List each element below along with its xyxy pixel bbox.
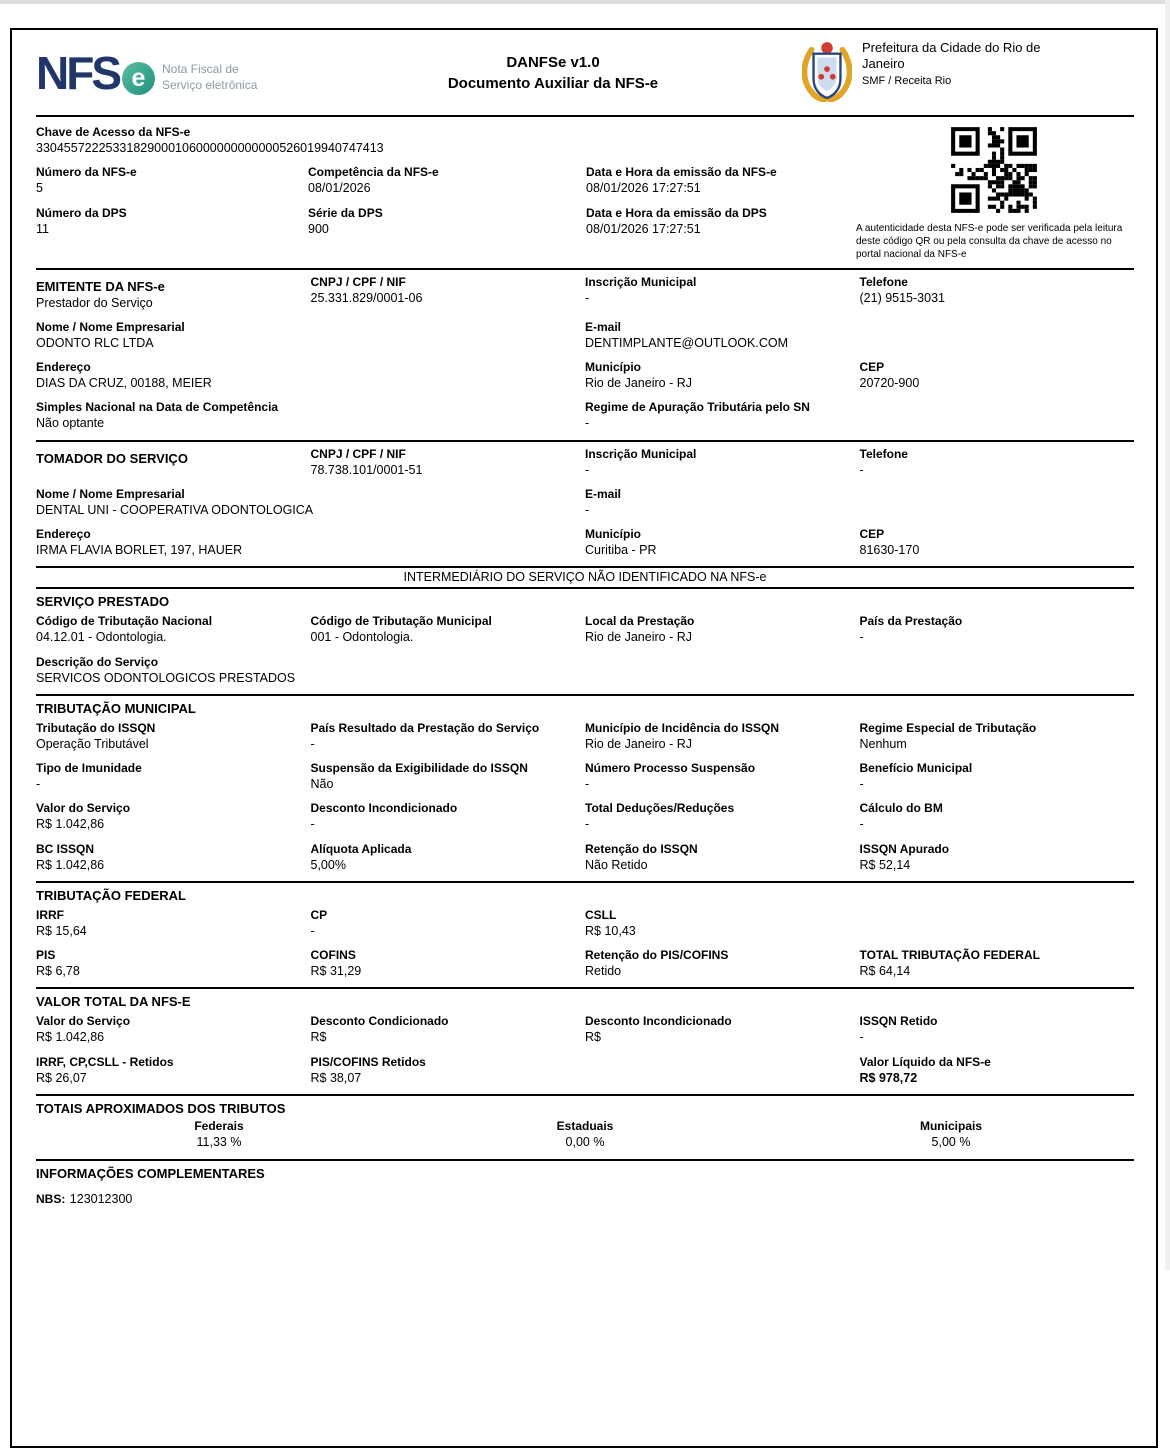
field-beneficio-municipal: [860, 757, 1135, 797]
field-label: Retenção do ISSQN: [585, 841, 698, 856]
field-value: -: [310, 736, 315, 751]
field-label: Série da DPS: [308, 205, 383, 220]
field-label: TOTAL TRIBUTAÇÃO FEDERAL: [859, 948, 1040, 963]
field-value: ODONTO RLC LTDA: [36, 335, 154, 350]
field-retencao-issqn: [585, 838, 860, 878]
field-value: 04.12.01 - Odontologia.: [36, 630, 167, 645]
qr-caption: A autenticidade desta NFS-e pode ser verificada pela leitura deste código QR ou pela consulta da chave de acesso no portal nacional da NFS-e: [856, 223, 1123, 261]
field-value: 5,00 %: [931, 1134, 971, 1149]
field-value: R$ 52,14: [859, 857, 911, 872]
field-value: Curitiba - PR: [585, 543, 657, 558]
field-label: Desconto Incondicionado: [585, 1014, 732, 1029]
field-emissao-nfse: [586, 161, 854, 201]
field-serie-dps: [308, 202, 586, 242]
field-label: Competência da NFS-e: [308, 165, 439, 180]
field-tomador-nome: [36, 483, 585, 523]
field-empty: [585, 1051, 860, 1091]
field-label: Município de Incidência do ISSQN: [585, 720, 780, 735]
field-value: 5,00%: [310, 857, 346, 872]
field-value: 33045572225331829000106000000000000526019940747413: [36, 141, 384, 155]
field-emitente-municipio: [585, 356, 860, 396]
field-issqn-apurado: [860, 838, 1135, 878]
field-label: Código de Tributação Nacional: [36, 614, 213, 629]
field-value: R$ 31,29: [310, 964, 362, 979]
field-label: Estaduais: [556, 1118, 614, 1133]
field-tributacao-issqn: [36, 717, 311, 757]
field-regime-especial: [860, 717, 1135, 757]
field-label: Município: [585, 527, 641, 542]
field-label: Valor do Serviço: [36, 1014, 131, 1029]
nfse-logo-tagline: [162, 62, 257, 93]
nfse-logo-tagline-line1: Nota Fiscal de: [162, 61, 239, 76]
field-numero-dps: [36, 202, 308, 242]
field-value: R$: [585, 1030, 601, 1045]
field-label: Valor Líquido da NFS-e: [859, 1054, 991, 1069]
field-value: -: [310, 817, 315, 832]
field-label: Número da NFS-e: [36, 165, 137, 180]
field-chave-acesso: [36, 121, 854, 161]
emitente-title-block: [36, 271, 311, 316]
field-codigo-tributacao-municipal: [311, 610, 586, 650]
field-pis-cofins-retidos: [311, 1051, 586, 1091]
prefeitura-subtitle: SMF / Receita Rio: [862, 74, 952, 87]
field-label: BC ISSQN: [36, 841, 95, 856]
field-value: 20720-900: [859, 376, 920, 391]
field-valor-servico-municipal: [36, 797, 311, 837]
field-empty: [860, 904, 1135, 944]
field-emitente-cnpj: [311, 271, 586, 316]
field-tomador-cnpj: [311, 443, 586, 483]
field-value: Não optante: [36, 416, 105, 431]
field-total-tributacao-federal: [860, 944, 1135, 984]
field-label: E-mail: [585, 486, 622, 501]
field-cofins: [311, 944, 586, 984]
field-label: Tipo de Imunidade: [36, 761, 142, 776]
field-suspensao-exigibilidade: [311, 757, 586, 797]
document-title: [304, 52, 802, 94]
field-tomador-municipio: [585, 523, 860, 563]
field-value: DENTAL UNI - COOPERATIVA ODONTOLOGICA: [36, 502, 314, 517]
field-label: PIS: [36, 948, 56, 963]
field-label: Chave de Acesso da NFS-e: [36, 125, 191, 139]
field-value: -: [585, 416, 590, 431]
field-label: E-mail: [585, 319, 622, 334]
field-value: -: [859, 817, 864, 832]
field-cp: [311, 904, 586, 944]
field-calculo-bm: [860, 797, 1135, 837]
qr-code: [947, 123, 1041, 217]
field-label: Simples Nacional na Data de Competência: [36, 400, 279, 415]
field-value: Nenhum: [859, 736, 907, 751]
field-emitente-simples: [36, 396, 585, 436]
field-pais-resultado: [311, 717, 586, 757]
field-totais-federais: [36, 1119, 402, 1150]
prefeitura-name-line1: Prefeitura da Cidade do Rio de: [862, 40, 1041, 55]
intermediario-banner: INTERMEDIÁRIO DO SERVIÇO NÃO IDENTIFICADO NA NFS-e: [36, 566, 1134, 587]
field-label: Descrição do Serviço: [36, 654, 159, 669]
field-value: R$ 1.042,86: [36, 817, 105, 832]
field-aliquota-aplicada: [311, 838, 586, 878]
emitente-section: [36, 268, 1134, 440]
field-label: Cálculo do BM: [859, 801, 943, 816]
field-value: -: [310, 923, 315, 938]
field-desconto-incondicionado-total: [585, 1010, 860, 1050]
nfse-logo-text: NFS: [36, 46, 119, 99]
field-value: 81630-170: [859, 543, 920, 558]
field-pais-prestacao: [860, 610, 1135, 650]
field-label: Endereço: [36, 527, 91, 542]
field-emitente-email: [585, 316, 1134, 356]
field-value: 08/01/2026 17:27:51: [586, 221, 701, 236]
field-value: (21) 9515-3031: [859, 290, 945, 305]
field-value: R$: [310, 1030, 327, 1045]
field-label: Município: [585, 360, 641, 375]
field-label: Desconto Condicionado: [310, 1014, 449, 1029]
field-retencao-pis-cofins: [585, 944, 860, 984]
prefeitura-text: [862, 40, 1041, 87]
field-label: CSLL: [585, 907, 617, 922]
field-value: IRMA FLAVIA BORLET, 197, HAUER: [36, 543, 243, 558]
field-label: Total Deduções/Reduções: [585, 801, 735, 816]
prefeitura-block: [802, 38, 1134, 107]
field-value: -: [859, 462, 864, 477]
field-label: Código de Tributação Municipal: [310, 614, 492, 629]
field-irrf-cp-csll-retidos: [36, 1051, 311, 1091]
field-label: Desconto Incondicionado: [310, 801, 458, 816]
field-label: Suspensão da Exigibilidade do ISSQN: [310, 761, 528, 776]
section-title: TRIBUTAÇÃO MUNICIPAL: [36, 700, 196, 716]
field-label: Telefone: [859, 446, 908, 461]
field-value: -: [36, 777, 41, 792]
section-title: VALOR TOTAL DA NFS-E: [36, 994, 191, 1010]
field-numero-processo-suspensao: [585, 757, 860, 797]
field-value: Não: [310, 777, 334, 792]
field-value: -: [859, 630, 864, 645]
field-municipio-incidencia: [585, 717, 860, 757]
field-label: Nome / Nome Empresarial: [36, 319, 185, 334]
field-pis: [36, 944, 311, 984]
field-value: R$ 10,43: [585, 923, 636, 938]
field-label: Tributação do ISSQN: [36, 720, 156, 735]
field-value: 900: [308, 221, 329, 236]
field-value: DENTIMPLANTE@OUTLOOK.COM: [585, 335, 788, 350]
field-label: CEP: [859, 360, 885, 375]
field-label: Inscrição Municipal: [585, 274, 697, 289]
field-label: Telefone: [859, 274, 908, 289]
field-label: Valor do Serviço: [36, 801, 131, 816]
field-value: Retido: [585, 964, 622, 979]
danfse-document: [10, 28, 1158, 1448]
field-label: Alíquota Aplicada: [310, 841, 412, 856]
section-subtitle: Prestador do Serviço: [36, 295, 153, 310]
field-value: 5: [36, 181, 43, 196]
field-label: Municipais: [919, 1118, 982, 1133]
field-emitente-nome: [36, 316, 585, 356]
field-label: CEP: [859, 527, 885, 542]
field-value: SERVICOS ODONTOLOGICOS PRESTADOS: [36, 670, 296, 685]
field-label: Número da DPS: [36, 205, 127, 220]
field-value: 123012300: [69, 1192, 133, 1207]
tributacao-federal-section: [36, 881, 1134, 988]
servico-prestado-section: [36, 587, 1134, 694]
tomador-section: [36, 440, 1134, 567]
field-label: País da Prestação: [859, 614, 963, 629]
qr-block: [854, 121, 1134, 262]
field-tomador-cep: [860, 523, 1135, 563]
field-label: CNPJ / CPF / NIF: [310, 274, 406, 289]
field-emitente-endereco: [36, 356, 585, 396]
field-value: R$ 64,14: [859, 964, 911, 979]
field-value: -: [585, 462, 590, 477]
field-label: CP: [310, 907, 328, 922]
field-label: Regime Especial de Tributação: [859, 720, 1037, 735]
field-value: R$ 1.042,86: [36, 857, 105, 872]
section-title: TRIBUTAÇÃO FEDERAL: [36, 887, 186, 903]
field-label: ISSQN Retido: [859, 1014, 938, 1029]
field-valor-liquido: [860, 1051, 1135, 1091]
field-value: -: [859, 1030, 864, 1045]
field-label: Local da Prestação: [585, 614, 695, 629]
field-value: 0,00 %: [565, 1134, 605, 1149]
field-label: Nome / Nome Empresarial: [36, 486, 185, 501]
field-competencia-nfse: [308, 161, 586, 201]
field-emitente-inscricao-municipal: [585, 271, 860, 316]
field-value: R$ 978,72: [859, 1070, 918, 1085]
field-label: COFINS: [310, 948, 356, 963]
field-emitente-cep: [860, 356, 1135, 396]
tomador-title-block: [36, 443, 311, 483]
tributacao-municipal-section: [36, 694, 1134, 881]
field-value: 08/01/2026: [308, 181, 371, 196]
field-emitente-telefone: [860, 271, 1135, 316]
field-totais-municipais: [768, 1119, 1134, 1150]
field-value: -: [585, 817, 590, 832]
section-title: EMITENTE DA NFS-e: [36, 278, 165, 294]
field-numero-nfse: [36, 161, 308, 201]
field-value: Não Retido: [585, 857, 648, 872]
field-label: Data e Hora da emissão da NFS-e: [586, 165, 777, 180]
nfse-logo-tagline-line2: Serviço eletrônica: [162, 77, 258, 92]
field-totais-estaduais: [402, 1119, 768, 1150]
field-value: DIAS DA CRUZ, 00188, MEIER: [36, 376, 212, 391]
field-descricao-servico: [36, 651, 1134, 691]
totais-tributos-section: [36, 1094, 1134, 1159]
field-tipo-imunidade: [36, 757, 311, 797]
field-value: Operação Tributável: [36, 736, 149, 751]
field-csll: [585, 904, 860, 944]
field-label: Regime de Apuração Tributária pelo SN: [585, 400, 810, 415]
field-tomador-telefone: [860, 443, 1135, 483]
field-label: NBS:: [36, 1192, 66, 1207]
field-local-prestacao: [585, 610, 860, 650]
field-value: 78.738.101/0001-51: [310, 462, 423, 477]
document-title-line1: DANFSe v1.0: [506, 53, 600, 71]
field-value: R$ 15,64: [36, 923, 87, 938]
field-bc-issqn: [36, 838, 311, 878]
window-top-edge: [0, 0, 1170, 4]
field-valor-servico-total: [36, 1010, 311, 1050]
field-label: Endereço: [36, 360, 91, 375]
field-value: -: [585, 290, 590, 305]
field-label: Data e Hora da emissão da DPS: [586, 205, 767, 220]
access-key-fields: [36, 121, 854, 262]
field-issqn-retido: [860, 1010, 1135, 1050]
field-desconto-condicionado: [311, 1010, 586, 1050]
section-title: TOMADOR DO SERVIÇO: [36, 450, 188, 466]
field-emitente-regime-sn: [585, 396, 1134, 436]
field-label: PIS/COFINS Retidos: [310, 1054, 426, 1069]
field-value: -: [859, 777, 864, 792]
field-value: R$ 26,07: [36, 1070, 87, 1085]
section-title: INFORMAÇÕES COMPLEMENTARES: [36, 1166, 265, 1182]
field-value: R$ 1.042,86: [36, 1030, 105, 1045]
nfse-logo: [36, 46, 304, 99]
field-emissao-dps: [586, 202, 854, 242]
document-title-line2: Documento Auxiliar da NFS-e: [447, 74, 659, 92]
field-value: -: [585, 502, 590, 517]
informacoes-complementares-section: [36, 1159, 1134, 1225]
prefeitura-name-line2: Janeiro: [862, 56, 905, 72]
section-title: SERVIÇO PRESTADO: [36, 594, 170, 610]
field-value: Rio de Janeiro - RJ: [585, 630, 692, 645]
field-label: Federais: [194, 1118, 244, 1133]
field-tomador-email: [585, 483, 1134, 523]
nfse-logo-e-icon: e: [122, 62, 155, 95]
field-value: R$ 6,78: [36, 964, 80, 979]
field-label: Inscrição Municipal: [585, 446, 697, 461]
field-total-deducoes: [585, 797, 860, 837]
field-value: 25.331.829/0001-06: [310, 290, 423, 305]
field-value: 11: [36, 221, 49, 236]
rio-coat-of-arms-icon: [802, 40, 852, 107]
field-value: Rio de Janeiro - RJ: [585, 376, 692, 391]
field-irrf: [36, 904, 311, 944]
field-value: Rio de Janeiro - RJ: [585, 736, 692, 751]
valor-total-section: [36, 987, 1134, 1094]
field-label: País Resultado da Prestação do Serviço: [310, 720, 540, 735]
field-tomador-endereco: [36, 523, 585, 563]
field-label: IRRF, CP,CSLL - Retidos: [36, 1054, 174, 1069]
window-right-edge: [1165, 0, 1170, 1270]
section-title: TOTAIS APROXIMADOS DOS TRIBUTOS: [36, 1100, 286, 1116]
field-value: R$ 38,07: [310, 1070, 362, 1085]
field-value: 08/01/2026 17:27:51: [586, 181, 701, 196]
field-label: CNPJ / CPF / NIF: [310, 446, 406, 461]
field-label: Benefício Municipal: [859, 761, 973, 776]
field-tomador-inscricao-municipal: [585, 443, 860, 483]
field-nbs: [36, 1182, 1134, 1222]
field-codigo-tributacao-nacional: [36, 610, 311, 650]
access-key-section: [36, 117, 1134, 268]
field-value: 001 - Odontologia.: [310, 630, 414, 645]
field-value: 11,33 %: [196, 1134, 242, 1149]
field-label: IRRF: [36, 907, 64, 922]
field-value: -: [585, 777, 590, 792]
field-desconto-incondicionado-municipal: [311, 797, 586, 837]
field-label: Retenção do PIS/COFINS: [585, 948, 729, 963]
field-label: ISSQN Apurado: [859, 841, 950, 856]
field-label: Número Processo Suspensão: [585, 761, 756, 776]
document-header: [36, 34, 1134, 117]
